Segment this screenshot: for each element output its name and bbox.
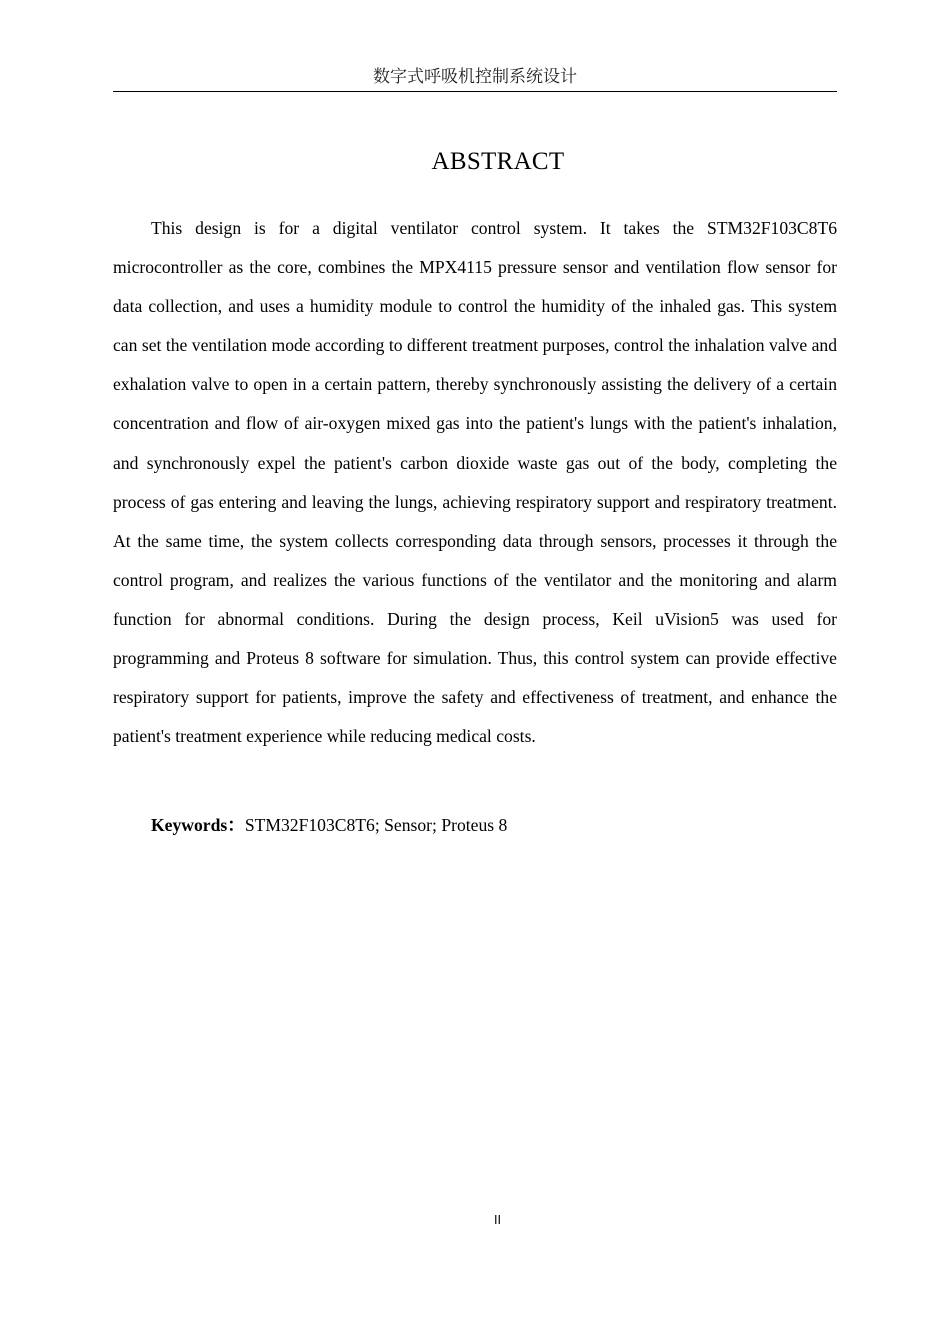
running-header: 数字式呼吸机控制系统设计 — [113, 66, 837, 92]
keywords-value: STM32F103C8T6; Sensor; Proteus 8 — [244, 815, 508, 835]
abstract-paragraph: This design is for a digital ventilator control system. It takes the STM32F103C8T6 microcontroller as the core, combines the MPX4115 pressure sensor and ventilation flow sensor for data collection, and uses a humidity module to control the humidity of the inhaled gas. This system can set the ventilation mode according to different treatment purposes, control the inhalation valve and exhalation valve to open in a certain pattern, thereby synchronously assisting the delivery of a certain concentration and flow of air-oxygen mixed gas into the patient's lungs with the patient's inhalation, and synchronously expel the patient's carbon dioxide waste gas out of the body, completing the process of gas entering and leaving the lungs, achieving respiratory support and respiratory treatment. At the same time, the system collects corresponding data through sensors, processes it through the control program, and realizes the various functions of the ventilator and the monitoring and alarm function for abnormal conditions. During the design process, Keil uVision5 was used for programming and Proteus 8 software for simulation. Thus, this control system can provide effective respiratory support for patients, improve the safety and effectiveness of treatment, and enhance the patient's treatment experience while reducing medical costs. — [113, 218, 837, 747]
abstract-heading: ABSTRACT — [431, 148, 565, 175]
page-number: II — [493, 1213, 502, 1227]
keywords-label: Keywords： — [151, 815, 245, 835]
keywords-line — [113, 810, 837, 840]
